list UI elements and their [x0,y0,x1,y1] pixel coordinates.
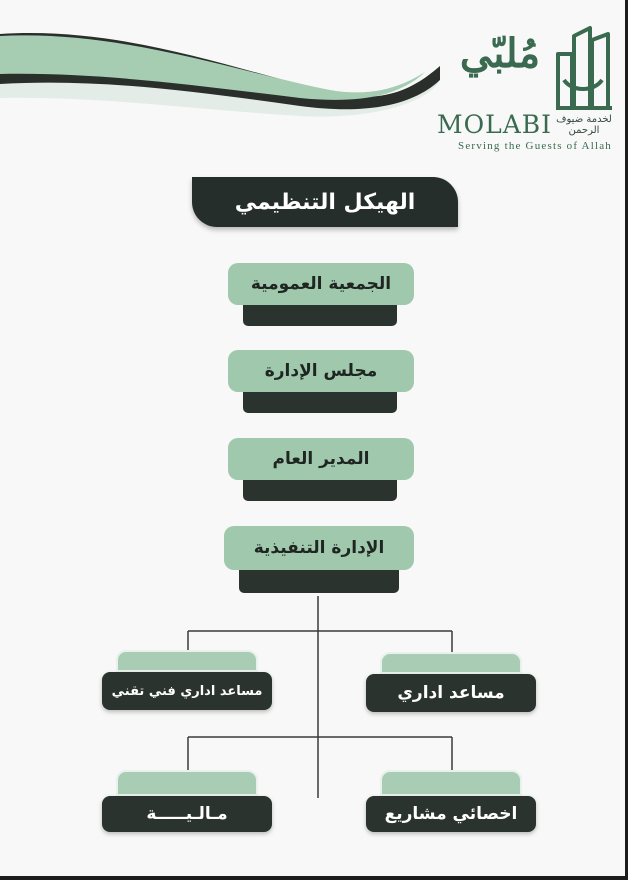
logo-latin-name: MOLABI [437,110,552,139]
node-executive-management [224,526,414,598]
node-admin-assistant-label: مساعد اداري [366,674,536,712]
node-general-manager [228,438,414,506]
node-technical-admin-assistant [102,650,272,712]
node-technical-admin-assistant-label: مساعد اداري فني تقني [102,672,272,710]
node-executive-management-label: الإدارة التنفيذية [224,526,414,570]
logo-arabic-name: مُلبّي [459,30,540,77]
node-general-manager-label: المدير العام [228,438,414,480]
node-finance [102,770,272,832]
node-projects-specialist [366,770,536,832]
node-projects-specialist-label: اخصائي مشاريع [366,796,536,832]
node-finance-label: مـالـيـــــة [102,796,272,832]
node-general-assembly [228,263,414,331]
logo-english-tagline: Serving the Guests of Allah [458,140,612,152]
node-general-assembly-label: الجمعية العمومية [228,263,414,305]
node-board-of-directors [228,350,414,418]
node-admin-assistant [366,652,536,712]
logo-arabic-tagline: لخدمة ضيوف الرحمن [556,114,612,136]
page-title: الهيكل التنظيمي [192,177,458,227]
node-board-of-directors-label: مجلس الإدارة [228,350,414,392]
